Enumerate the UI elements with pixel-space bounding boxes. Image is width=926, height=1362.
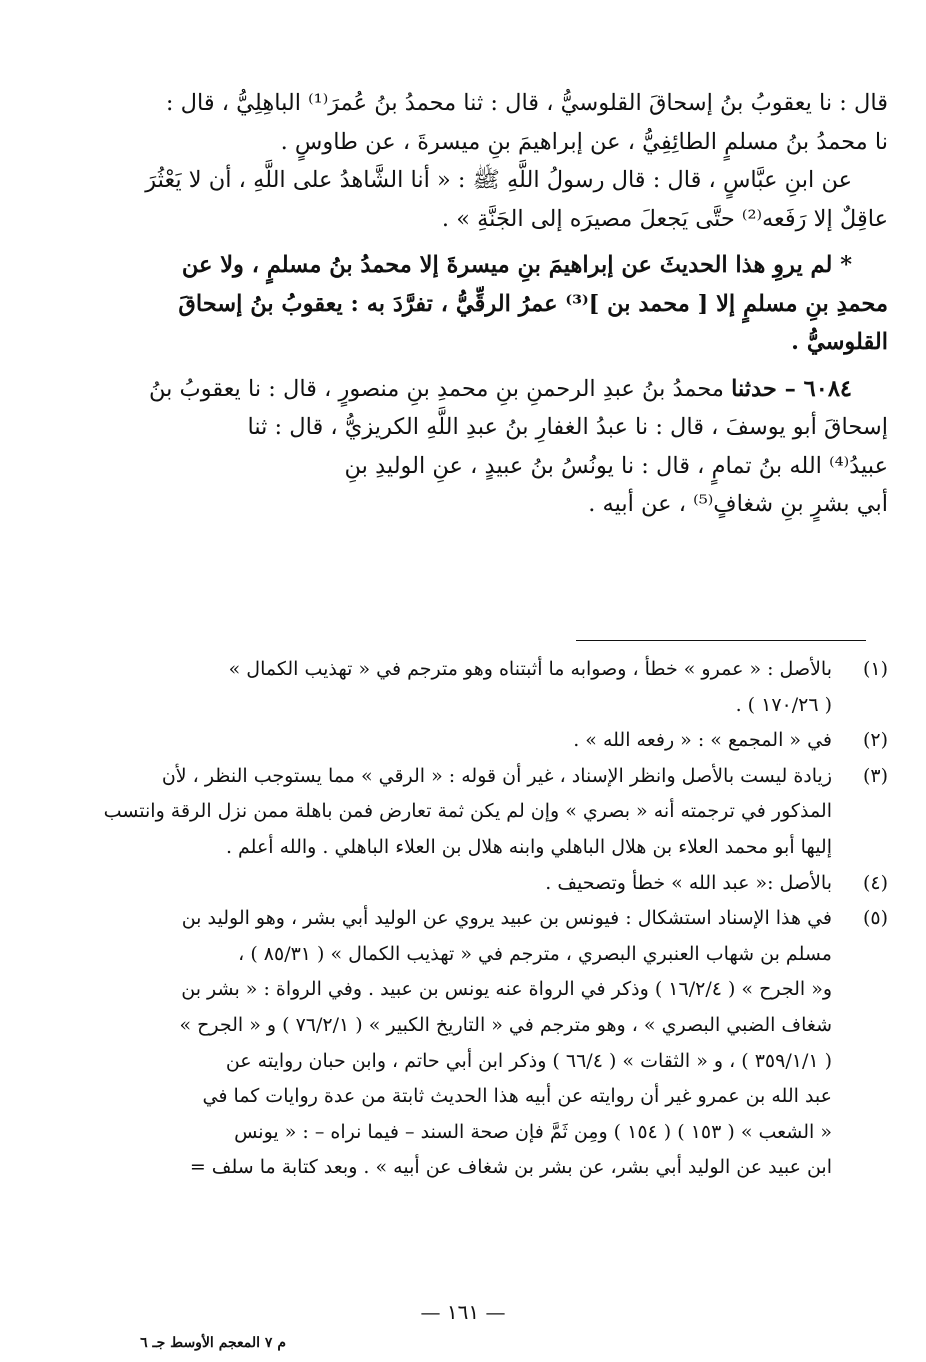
footnote-line: عبد الله بن عمرو غير أن روايته عن أبيه هذا الحديث ثابتة من عدة روايات كما في	[202, 1085, 832, 1108]
hadith-entry	[62, 370, 888, 524]
footnote-line: في « المجمع » : « رفعه الله » .	[573, 729, 832, 752]
footnote-line: شغاف الضبي البصري » ، وهو مترجم في « التاريخ الكبير » ( ٧٦/٢/١ ) و « الجرح »	[179, 1013, 832, 1036]
footnote	[62, 866, 888, 902]
text-line: لم يروِ هذا الحديثَ عن إبراهيمَ بنِ ميسرةَ إلا محمدُ بنُ مسلمٍ ، ولا عن	[181, 252, 833, 278]
hadith-number: ٦٠٨٤ – حدثنا	[731, 375, 852, 402]
footnote-line: ( ٣٥٩/١/١ ) ، و « الثقات » ( ٦٦/٤ ) وذكر ابن أبي حاتم ، وابن حبان روايته عن	[225, 1049, 832, 1072]
text-line: محمدُ بنُ عبدِ الرحمنِ بنِ محمدِ بنِ منصورٍ ، قال : نا يعقوبُ بنُ	[148, 375, 724, 402]
text-line: القلوسيُّ .	[791, 329, 888, 355]
text-line: عن ابنِ عبَّاسٍ ، قال : قال رسولُ اللَّهِ ﷺ : « أنا الشَّاهدُ على اللَّهِ ، أن لا يَعْثُرَ	[145, 167, 852, 193]
text-line: محمدِ بنِ مسلمٍ إلا [ محمد بن ]⁽³⁾ عمرُ الرقِّيُّ ، تفرَّدَ به : يعقوبُ بنُ إسحاقَ	[178, 290, 888, 317]
footnote-number: (٥)	[862, 907, 888, 930]
footnote-line: مسلم بن شهاب العنبري البصري ، مترجم في « تهذيب الكمال » ( ٨٥/٣١ ) ،	[238, 942, 832, 965]
author-comment	[62, 246, 888, 362]
text-line: نا محمدُ بنُ مسلمٍ الطائِفِيُّ ، عن إبراهيمَ بنِ ميسرةَ ، عن طاوسٍ .	[280, 128, 888, 155]
page-number: — ١٦١ —	[420, 1300, 506, 1324]
narration-chain	[62, 84, 888, 161]
footnote	[62, 652, 888, 723]
footnote	[62, 723, 888, 759]
text-line: إسحاقَ أبو يوسفَ ، قال : نا عبدُ الغفارِ بنُ عبدِ اللَّهِ الكريزيُّ ، قال : ثنا	[247, 414, 888, 440]
footnote	[62, 759, 888, 866]
footnote-line: بالأصل :« عبد الله » خطأ وتصحيف .	[545, 871, 832, 894]
footnote-line: إليها أبو محمد العلاء بن هلال الباهلي وابنه هلال بن العلاء الباهلي . والله أعلم .	[225, 835, 832, 858]
footnote-line: المذكور في ترجمته أنه « بصري » وإن لم يكن ثمة تعارض فمن باهلة ممن نزل الرقة وانتسب	[103, 800, 832, 823]
footnote-line: في هذا الإسناد استشكال : فيونس بن عبيد يروي عن الوليد أبي بشر ، وهو الوليد بن	[181, 907, 832, 930]
text-line: عبيدُ⁽⁴⁾ الله بنُ تمامٍ ، قال : نا يونُسُ بنُ عبيدٍ ، عنِ الوليدِ بنِ	[344, 452, 888, 479]
footnote-number: (١)	[862, 658, 888, 680]
text-line: أبي بشرٍ بنِ شغافٍ⁽⁵⁾ ، عن أبيه .	[588, 491, 888, 517]
text-line: قال : نا يعقوبُ بنُ إسحاقَ القلوسيُّ ، قال : ثنا محمدُ بنُ عُمرَ⁽¹⁾ الباهِلِيُّ ، قال :	[165, 90, 888, 116]
footnote-number: (٢)	[862, 729, 888, 752]
hadith-text	[62, 161, 888, 238]
footnote-line: « الشعب » ( ١٥٣ ) ( ١٥٤ ) ومِن ثَمَّ فإن صحة السند – فيما نراه – : « يونس	[234, 1120, 832, 1143]
footnote-line: و« الجرح » ( ١٦/٢/٤ ) وذكر في الرواة عنه يونس بن عبيد . وفي الرواة : « بشر بن	[181, 978, 832, 1001]
footnote-line: زيادة ليست بالأصل وانظر الإسناد ، غير أن قوله : « الرقي » مما يستوجب النظر ، لأن	[161, 764, 832, 787]
footnotes	[62, 652, 888, 1186]
footnote-line: ابن عبيد عن الوليد أبي بشر، عن بشر بن شغاف عن أبيه » . وبعد كتابة ما سلف =	[189, 1156, 832, 1179]
footnote-divider	[576, 640, 866, 641]
main-text	[62, 84, 888, 524]
footnote-number: (٤)	[862, 871, 888, 894]
footnote	[62, 901, 888, 1186]
signature-mark: م ٧ المعجم الأوسط جـ ٦	[140, 1335, 286, 1351]
text-line: عاقِلٌ إلا رَفَعه⁽²⁾ حتَّى يَجعلَ مصيرَه إلى الجَنَّةِ » .	[441, 205, 888, 232]
footnote-number: (٣)	[862, 764, 888, 787]
footnote-line: بالأصل : « عمرو » خطأ ، وصوابه ما أثبتناه وهو مترجم في « تهذيب الكمال »	[228, 658, 832, 680]
asterisk-marker: *	[840, 252, 852, 278]
footnote-line: ( ١٧٠/٢٦ ) .	[735, 693, 832, 716]
